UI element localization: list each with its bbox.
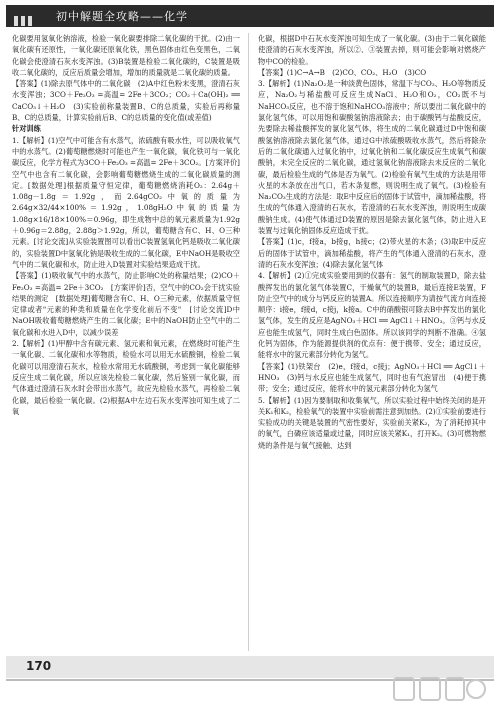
answer-paragraph: 【答案】(1)C→A→B (2)CO、CO₂、H₂O (3)CO — [258, 67, 427, 77]
column-divider — [248, 33, 249, 651]
answer-paragraph: 【答案】(1)吸收氧气中的水蒸气，防止影响C处的称量结果；(2)CO＋Fe₂O₃ =高温= 2Fe＋3CO₂ [方案评价]否，空气中的CO₂会干扰实验结果的测定 [数据处理]葡萄糖含有C、H、O三种元素，依据质量守恒定律或者"元素的种类和质量在化学变化前后不变" [讨论交流]D中NaOH吸收葡萄糖燃烧产生的二氧化碳；E中的NaOH防止空气中的二氧化碳和水进入D中，以减少误差 — [12, 271, 240, 337]
page-number: 170 — [26, 659, 52, 673]
page-header — [6, 5, 494, 27]
paragraph: 化碳，根据D中石灰水变浑浊可知生成了一氧化碳。(3)由于二氧化碳能使澄清的石灰水变浑浊，所以②、③装置去掉，则可能会影响对燃烧产物中CO的检验。 — [258, 34, 486, 66]
answer-paragraph: 【答案】(1)除去原气体中的二氧化碳 (2)A中红色粉末变黑，澄清石灰水变浑浊；3CO＋Fe₂O₃ =高温= 2Fe＋3CO₂；CO₂＋Ca(OH)₂ ══ CaCO₃↓＋H₂O (3)实验前称量装置B、C的总质量，实验后再称量B、C的总质量，计算实验前后B、C的总质量的变化值(或差值) — [12, 79, 240, 123]
paragraph: 1.【解析】(1)空气中可能含有水蒸气，浓硫酸有吸水性，可以吸收氧气中的水蒸气。(2)葡萄糖燃烧时可能也产生一氧化碳，氧化铁可与一氧化碳反应，化学方程式为3CO＋Fe₂O₃ =高温= 2Fe＋3CO₂。[方案评价]空气中也含有二氧化碳，会影响葡萄糖燃烧生成的二氧化碳质量的测定。[数据处理]根据质量守恒定律，葡萄糖燃烧消耗O₂：2.64g＋1.08g－1.8g＝1.92g，而2.64gCO₂中氧的质量为2.64g×32/44×100%＝1.92g，1.08gH₂O中氧的质量为1.08g×16/18×100%＝0.96g，即生成物中总的氧元素质量为1.92g＋0.96g＝2.88g，2.88g＞1.92g，所以，葡萄糖含有C、H、O三种元素。[讨论交流]从实验装置图可以看出C装置氢氧化钙是吸收二氧化碳的，实验装置D中氢氧化钠是吸收生成的二氧化碳，E中NaOH是吸收空气中的二氧化碳和水，防止进入D装置对实验结果造成干扰。 — [12, 135, 240, 269]
paragraph: 2.【解析】(1)甲醇中含有碳元素、氢元素和氧元素，在燃烧时可能产生一氧化碳、二氧化碳和水等物质，检验水可以用无水硫酸铜，检验二氧化碳可以用澄清石灰水，检验水常用无水硫酸铜，考虑到一氧化碳能够反应生成二氧化碳，所以应该先检验二氧化碳，然后鉴别一氧化碳，而气体通过澄清石灰水时会带出水蒸气，故应先检验水蒸气，再检验二氧化碳，最后检验一氧化碳。(2)根据A中左边石灰水变浑浊可知生成了二氧 — [12, 339, 240, 416]
paragraph: 化碳要用氢氧化钠溶液，检验一氧化碳要排除二氧化碳的干扰。(2)由一氧化碳有还原性，一氧化碳还原氧化铁，黑色固体由红色变黑色，二氧化碳会使澄清石灰水变浑浊。(3)B装置是检验二氧化碳的，C装置是吸收二氧化碳的，反应后质量会增加，增加的质量就是二氧化碳的质量。 — [12, 34, 240, 77]
paragraph: 3.【解析】(1)Na₂O₂是一种淡黄色固体，常温下与CO₂、H₂O等物质反应，Na₂O₂与稀盐酸可反应生成NaCl、H₂O和O₂，CO₂既不与NaHCO₃反应，也不溶于饱和NaHCO₃溶液中；所以要出二氧化碳中的氯化氢气体，可以用饱和碳酸氢钠溶液除去；由于碳酸钙与盐酸反应，先要除去稀盐酸挥发的氯化氢气体，将生成的二氧化碳通过D中饱和碳酸氢钠溶液除去氯化氢气体，通过G中浓硫酸吸收水蒸气，然后将除杂后的二氧化碳通入过氧化钠中，过氧化钠和二氧化碳反应生成氧气和碳酸钠，未完全反应的二氧化碳，通过氢氧化钠溶液除去未反应的二氧化碳，最后检验生成的气体是否为氧气。(2)检验有氧气生成的方法是用带火星的木条放在出气口，若木条复燃，则说明生成了氧气。(3)检验有Na₂CO₃生成的方法是：取E中反应后的固体于试管中，滴加稀盐酸，将生成的气体通入澄清的石灰水，若澄清的石灰水变浑浊，则说明生成碳酸钠生成。(4)使气体通过D装置的原因是除去氯化氢气体，防止进入E装置与过氧化钠固体反应造成干扰。 — [258, 79, 486, 236]
header-title: 初中解题全攻略——化学 — [56, 10, 188, 23]
answer-paragraph: 【答案】(1)c，f接a，b接g，h接c；(2)带火星的木条；(3)取E中反应后的固体于试管中，滴加稀盐酸，将产生的气体通入澄清的石灰水，澄清的石灰水变浑浊；(4)除去氯化氢气体 — [258, 237, 486, 269]
left-column — [12, 33, 240, 651]
paragraph: 4.【解析】(2)①完成实验要用到的仪器有：氢气的制取装置D，除去盐酸挥发出的氯化氢气体装置C，干燥氧气的装置B，最后连接E装置，F防止空气中的成分与钙反应的装置A。所以连接顺序为请按气流方向连接顺序：i接e，f接d，c接j，k接a。C中的硝酸银可除去B中挥发出的氯化氢气体，发生的反应是AgNO₃＋HCl ══ AgCl↓＋HNO₃。③钙与水反应也能生成氢气，同时生成白色固体。所以该同学的判断不准确。④氢化钙为固体，作为能源提供剂的优点有：便于携带、安全；通过反应，能将水中的氢元素部分转化为氢气。 — [258, 271, 486, 360]
section-heading: 针对训练 — [12, 124, 41, 134]
header-decoration — [14, 11, 44, 21]
watermark-logo-icon — [390, 672, 490, 706]
paragraph: 5.【解析】(1)因为要制取和收集氧气，所以实验过程中始终关闭的是开关K₁和K₂，检验氧气的装置中实验前需注意到加热。(2)①实验前要进行实验成功的关键是装置的气密性要好，实验前关紧K₂，为了消耗掉其中的氧气，白磷应该适量或过量，同时应该关紧K₁，打开K₂。(3)可燃物燃烧的条件是与氧气接触、达到 — [258, 395, 486, 450]
right-column — [258, 33, 486, 651]
answer-paragraph: 【答案】(1)铁架台 (2)e，f接d，c接j；AgNO₃＋HCl ══ AgCl↓＋HNO₃ (3)钙与水反应也能生成氢气，同时也有气泡冒出 (4)便于携带；安全；通过反应，能将水中的氢元素部分转化为氢气 — [258, 361, 486, 394]
